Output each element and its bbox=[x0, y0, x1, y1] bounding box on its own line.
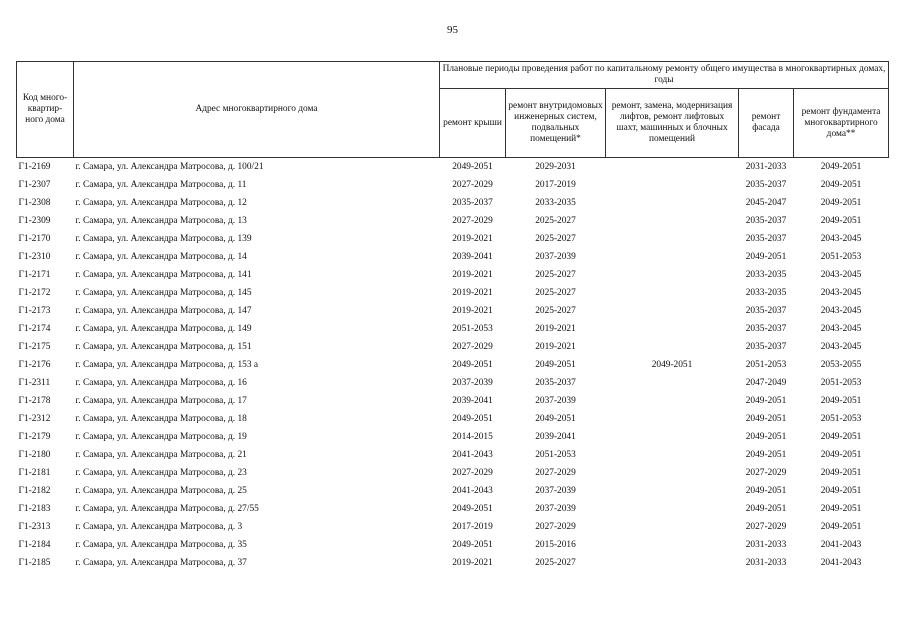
cell-address: г. Самара, ул. Александра Матросова, д. 13 bbox=[75, 216, 247, 226]
table-row bbox=[17, 446, 889, 464]
cell-code: Г1-2169 bbox=[17, 158, 74, 177]
cell-foundation: 2049-2051 bbox=[820, 468, 862, 478]
cell-facade: 2049-2051 bbox=[745, 432, 787, 442]
cell-foundation: 2053-2055 bbox=[820, 360, 862, 370]
cell-address: г. Самара, ул. Александра Матросова, д. 21 bbox=[75, 450, 247, 460]
cell-facade: 2049-2051 bbox=[745, 252, 787, 262]
cell-lifts bbox=[606, 410, 739, 428]
cell-foundation: 2043-2045 bbox=[820, 306, 862, 316]
cell-code: Г1-2176 bbox=[18, 360, 51, 370]
cell-internal-systems: 2049-2051 bbox=[535, 360, 576, 370]
cell-facade: 2031-2033 bbox=[745, 558, 787, 568]
cell-address: г. Самара, ул. Александра Матросова, д. 14 bbox=[75, 252, 247, 262]
cell-code: Г1-2183 bbox=[18, 504, 51, 514]
cell-lifts bbox=[606, 392, 739, 410]
cell-code: Г1-2181 bbox=[18, 468, 51, 478]
table-row bbox=[17, 356, 889, 374]
header-lifts: ремонт, замена, модернизация лифтов, ремонт лифтовых шахт, машинных и блочных помещений bbox=[606, 89, 739, 158]
cell-roof: 2039-2041 bbox=[452, 252, 493, 262]
cell-foundation: 2049-2051 bbox=[820, 198, 862, 208]
table-row bbox=[17, 194, 889, 212]
cell-facade: 2035-2037 bbox=[745, 324, 787, 334]
cell-foundation: 2049-2051 bbox=[820, 432, 862, 442]
table-row bbox=[17, 392, 889, 410]
cell-internal-systems: 2037-2039 bbox=[535, 504, 576, 514]
cell-facade: 2033-2035 bbox=[745, 288, 787, 298]
cell-lifts bbox=[606, 320, 739, 338]
cell-lifts bbox=[606, 158, 739, 177]
table-body bbox=[17, 158, 889, 573]
cell-roof: 2039-2041 bbox=[452, 396, 493, 406]
cell-facade: 2049-2051 bbox=[745, 450, 787, 460]
cell-address: г. Самара, ул. Александра Матросова, д. 18 bbox=[75, 414, 247, 424]
cell-address: г. Самара, ул. Александра Матросова, д. 17 bbox=[75, 396, 247, 406]
cell-internal-systems: 2025-2027 bbox=[535, 270, 576, 280]
cell-facade: 2035-2037 bbox=[745, 180, 787, 190]
cell-roof: 2051-2053 bbox=[452, 324, 493, 334]
cell-facade: 2049-2051 bbox=[745, 396, 787, 406]
cell-address: г. Самара, ул. Александра Матросова, д. 19 bbox=[75, 432, 247, 442]
cell-internal-systems: 2037-2039 bbox=[535, 396, 576, 406]
cell-foundation: 2049-2051 bbox=[820, 504, 862, 514]
cell-roof: 2041-2043 bbox=[452, 450, 493, 460]
cell-facade: 2027-2029 bbox=[745, 522, 787, 532]
cell-lifts bbox=[606, 554, 739, 572]
cell-internal-systems: 2027-2029 bbox=[535, 522, 576, 532]
cell-lifts bbox=[606, 428, 739, 446]
cell-foundation: 2049-2051 bbox=[794, 158, 889, 177]
cell-facade: 2049-2051 bbox=[745, 414, 787, 424]
cell-foundation: 2043-2045 bbox=[820, 288, 862, 298]
cell-roof: 2041-2043 bbox=[452, 486, 493, 496]
cell-lifts bbox=[606, 302, 739, 320]
cell-foundation: 2051-2053 bbox=[820, 414, 862, 424]
table-header bbox=[17, 62, 889, 158]
cell-code: Г1-2174 bbox=[18, 324, 51, 334]
cell-lifts bbox=[606, 518, 739, 536]
cell-code: Г1-2307 bbox=[18, 180, 51, 190]
cell-address: г. Самара, ул. Александра Матросова, д. 145 bbox=[75, 288, 252, 298]
cell-internal-systems: 2033-2035 bbox=[535, 198, 576, 208]
table-row bbox=[17, 320, 889, 338]
cell-facade: 2047-2049 bbox=[745, 378, 787, 388]
cell-address: г. Самара, ул. Александра Матросова, д. 23 bbox=[75, 468, 247, 478]
cell-lifts bbox=[606, 482, 739, 500]
cell-lifts bbox=[606, 212, 739, 230]
table-row bbox=[17, 482, 889, 500]
cell-facade: 2031-2033 bbox=[745, 540, 787, 550]
cell-code: Г1-2173 bbox=[18, 306, 51, 316]
cell-internal-systems: 2051-2053 bbox=[535, 450, 576, 460]
cell-internal-systems: 2025-2027 bbox=[535, 558, 576, 568]
cell-address: г. Самара, ул. Александра Матросова, д. 100/21 bbox=[74, 158, 440, 177]
table-row bbox=[17, 554, 889, 572]
cell-roof: 2027-2029 bbox=[452, 216, 493, 226]
header-roof: ремонт крыши bbox=[440, 89, 506, 158]
cell-roof: 2049-2051 bbox=[452, 504, 493, 514]
cell-internal-systems: 2015-2016 bbox=[535, 540, 576, 550]
cell-internal-systems: 2039-2041 bbox=[535, 432, 576, 442]
cell-lifts: 2049-2051 bbox=[651, 360, 693, 370]
cell-address: г. Самара, ул. Александра Матросова, д. 151 bbox=[75, 342, 252, 352]
cell-address: г. Самара, ул. Александра Матросова, д. 141 bbox=[75, 270, 252, 280]
header-facade: ремонт фасада bbox=[739, 89, 794, 158]
table-row bbox=[17, 284, 889, 302]
cell-code: Г1-2180 bbox=[18, 450, 51, 460]
cell-code: Г1-2312 bbox=[18, 414, 51, 424]
cell-lifts bbox=[606, 284, 739, 302]
header-internal-systems: ремонт внутридомовых инженерных систем, подвальных помещений* bbox=[506, 89, 606, 158]
cell-roof: 2049-2051 bbox=[452, 360, 493, 370]
cell-facade: 2035-2037 bbox=[745, 306, 787, 316]
cell-code: Г1-2311 bbox=[18, 378, 51, 388]
cell-address: г. Самара, ул. Александра Матросова, д. 12 bbox=[75, 198, 247, 208]
table-row bbox=[17, 518, 889, 536]
cell-internal-systems: 2037-2039 bbox=[535, 486, 576, 496]
cell-code: Г1-2175 bbox=[18, 342, 51, 352]
cell-foundation: 2051-2053 bbox=[820, 378, 862, 388]
cell-roof: 2019-2021 bbox=[452, 288, 493, 298]
table-row bbox=[17, 212, 889, 230]
cell-facade: 2035-2037 bbox=[745, 216, 787, 226]
cell-facade: 2031-2033 bbox=[739, 158, 794, 177]
table-row bbox=[17, 248, 889, 266]
cell-roof: 2027-2029 bbox=[452, 180, 493, 190]
cell-lifts bbox=[606, 500, 739, 518]
cell-code: Г1-2309 bbox=[18, 216, 51, 226]
cell-foundation: 2041-2043 bbox=[820, 558, 862, 568]
cell-code: Г1-2184 bbox=[18, 540, 51, 550]
cell-internal-systems: 2025-2027 bbox=[535, 216, 576, 226]
table-row bbox=[17, 500, 889, 518]
cell-foundation: 2041-2043 bbox=[820, 540, 862, 550]
header-code: Код много-квартир-ного дома bbox=[17, 62, 74, 158]
cell-roof: 2019-2021 bbox=[452, 558, 493, 568]
cell-roof: 2019-2021 bbox=[452, 270, 493, 280]
table-row bbox=[17, 374, 889, 392]
cell-roof: 2037-2039 bbox=[452, 378, 493, 388]
cell-internal-systems: 2019-2021 bbox=[535, 324, 576, 334]
cell-address: г. Самара, ул. Александра Матросова, д. 153 а bbox=[75, 360, 259, 370]
cell-roof: 2049-2051 bbox=[440, 158, 506, 177]
table-row bbox=[17, 230, 889, 248]
table-row bbox=[17, 158, 889, 177]
cell-code: Г1-2182 bbox=[18, 486, 51, 496]
cell-roof: 2019-2021 bbox=[452, 306, 493, 316]
cell-lifts bbox=[606, 464, 739, 482]
cell-internal-systems: 2025-2027 bbox=[535, 306, 576, 316]
cell-foundation: 2043-2045 bbox=[820, 270, 862, 280]
cell-internal-systems: 2029-2031 bbox=[506, 158, 606, 177]
cell-foundation: 2043-2045 bbox=[820, 342, 862, 352]
cell-foundation: 2049-2051 bbox=[820, 522, 862, 532]
cell-facade: 2035-2037 bbox=[745, 234, 787, 244]
cell-code: Г1-2313 bbox=[18, 522, 51, 532]
capital-repair-table bbox=[16, 61, 889, 572]
cell-facade: 2033-2035 bbox=[745, 270, 787, 280]
cell-roof: 2049-2051 bbox=[452, 414, 493, 424]
cell-internal-systems: 2037-2039 bbox=[535, 252, 576, 262]
cell-code: Г1-2178 bbox=[18, 396, 51, 406]
header-foundation: ремонт фундамента многоквартирного дома** bbox=[794, 89, 889, 158]
table-row bbox=[17, 410, 889, 428]
cell-internal-systems: 2035-2037 bbox=[535, 378, 576, 388]
cell-facade: 2049-2051 bbox=[745, 504, 787, 514]
cell-address: г. Самара, ул. Александра Матросова, д. 16 bbox=[75, 378, 247, 388]
cell-foundation: 2043-2045 bbox=[820, 234, 862, 244]
cell-lifts bbox=[606, 374, 739, 392]
cell-roof: 2027-2029 bbox=[452, 468, 493, 478]
cell-lifts bbox=[606, 338, 739, 356]
page-number: 95 bbox=[447, 24, 458, 36]
cell-facade: 2035-2037 bbox=[745, 342, 787, 352]
cell-code: Г1-2310 bbox=[18, 252, 51, 262]
cell-lifts bbox=[606, 230, 739, 248]
header-periods-group: Плановые периоды проведения работ по капитальному ремонту общего имущества в многоквартирных домах, годы bbox=[440, 62, 889, 89]
table-row bbox=[17, 464, 889, 482]
cell-lifts bbox=[606, 176, 739, 194]
cell-foundation: 2049-2051 bbox=[820, 180, 862, 190]
table-row bbox=[17, 536, 889, 554]
cell-foundation: 2049-2051 bbox=[820, 396, 862, 406]
cell-internal-systems: 2027-2029 bbox=[535, 468, 576, 478]
cell-facade: 2045-2047 bbox=[745, 198, 787, 208]
header-address: Адрес многоквартирного дома bbox=[74, 62, 440, 158]
cell-address: г. Самара, ул. Александра Матросова, д. 25 bbox=[75, 486, 247, 496]
cell-foundation: 2049-2051 bbox=[820, 450, 862, 460]
cell-internal-systems: 2049-2051 bbox=[535, 414, 576, 424]
cell-address: г. Самара, ул. Александра Матросова, д. 11 bbox=[75, 180, 247, 190]
cell-internal-systems: 2019-2021 bbox=[535, 342, 576, 352]
cell-lifts bbox=[606, 194, 739, 212]
cell-foundation: 2051-2053 bbox=[820, 252, 862, 262]
cell-lifts bbox=[606, 248, 739, 266]
cell-code: Г1-2171 bbox=[18, 270, 51, 280]
cell-lifts bbox=[606, 266, 739, 284]
cell-address: г. Самара, ул. Александра Матросова, д. 37 bbox=[75, 558, 247, 568]
cell-roof: 2019-2021 bbox=[452, 234, 493, 244]
cell-facade: 2049-2051 bbox=[745, 486, 787, 496]
cell-code: Г1-2185 bbox=[18, 558, 51, 568]
cell-foundation: 2049-2051 bbox=[820, 486, 862, 496]
table-row bbox=[17, 176, 889, 194]
cell-roof: 2017-2019 bbox=[452, 522, 493, 532]
cell-roof: 2049-2051 bbox=[452, 540, 493, 550]
cell-code: Г1-2308 bbox=[18, 198, 51, 208]
cell-address: г. Самара, ул. Александра Матросова, д. 35 bbox=[75, 540, 247, 550]
cell-address: г. Самара, ул. Александра Матросова, д. 27/55 bbox=[75, 504, 259, 514]
cell-lifts bbox=[606, 446, 739, 464]
cell-internal-systems: 2025-2027 bbox=[535, 234, 576, 244]
cell-facade: 2051-2053 bbox=[745, 360, 787, 370]
cell-internal-systems: 2017-2019 bbox=[535, 180, 576, 190]
cell-roof: 2035-2037 bbox=[452, 198, 493, 208]
table-row bbox=[17, 266, 889, 284]
table-row bbox=[17, 338, 889, 356]
cell-roof: 2014-2015 bbox=[452, 432, 493, 442]
cell-foundation: 2049-2051 bbox=[820, 216, 862, 226]
cell-foundation: 2043-2045 bbox=[820, 324, 862, 334]
cell-address: г. Самара, ул. Александра Матросова, д. 149 bbox=[75, 324, 252, 334]
cell-address: г. Самара, ул. Александра Матросова, д. 147 bbox=[75, 306, 252, 316]
cell-lifts bbox=[606, 536, 739, 554]
cell-internal-systems: 2025-2027 bbox=[535, 288, 576, 298]
cell-address: г. Самара, ул. Александра Матросова, д. 139 bbox=[75, 234, 252, 244]
table-row bbox=[17, 428, 889, 446]
cell-address: г. Самара, ул. Александра Матросова, д. 3 bbox=[75, 522, 243, 532]
cell-roof: 2027-2029 bbox=[452, 342, 493, 352]
cell-facade: 2027-2029 bbox=[745, 468, 787, 478]
cell-code: Г1-2170 bbox=[18, 234, 51, 244]
cell-code: Г1-2179 bbox=[18, 432, 51, 442]
cell-code: Г1-2172 bbox=[18, 288, 51, 298]
table-row bbox=[17, 302, 889, 320]
